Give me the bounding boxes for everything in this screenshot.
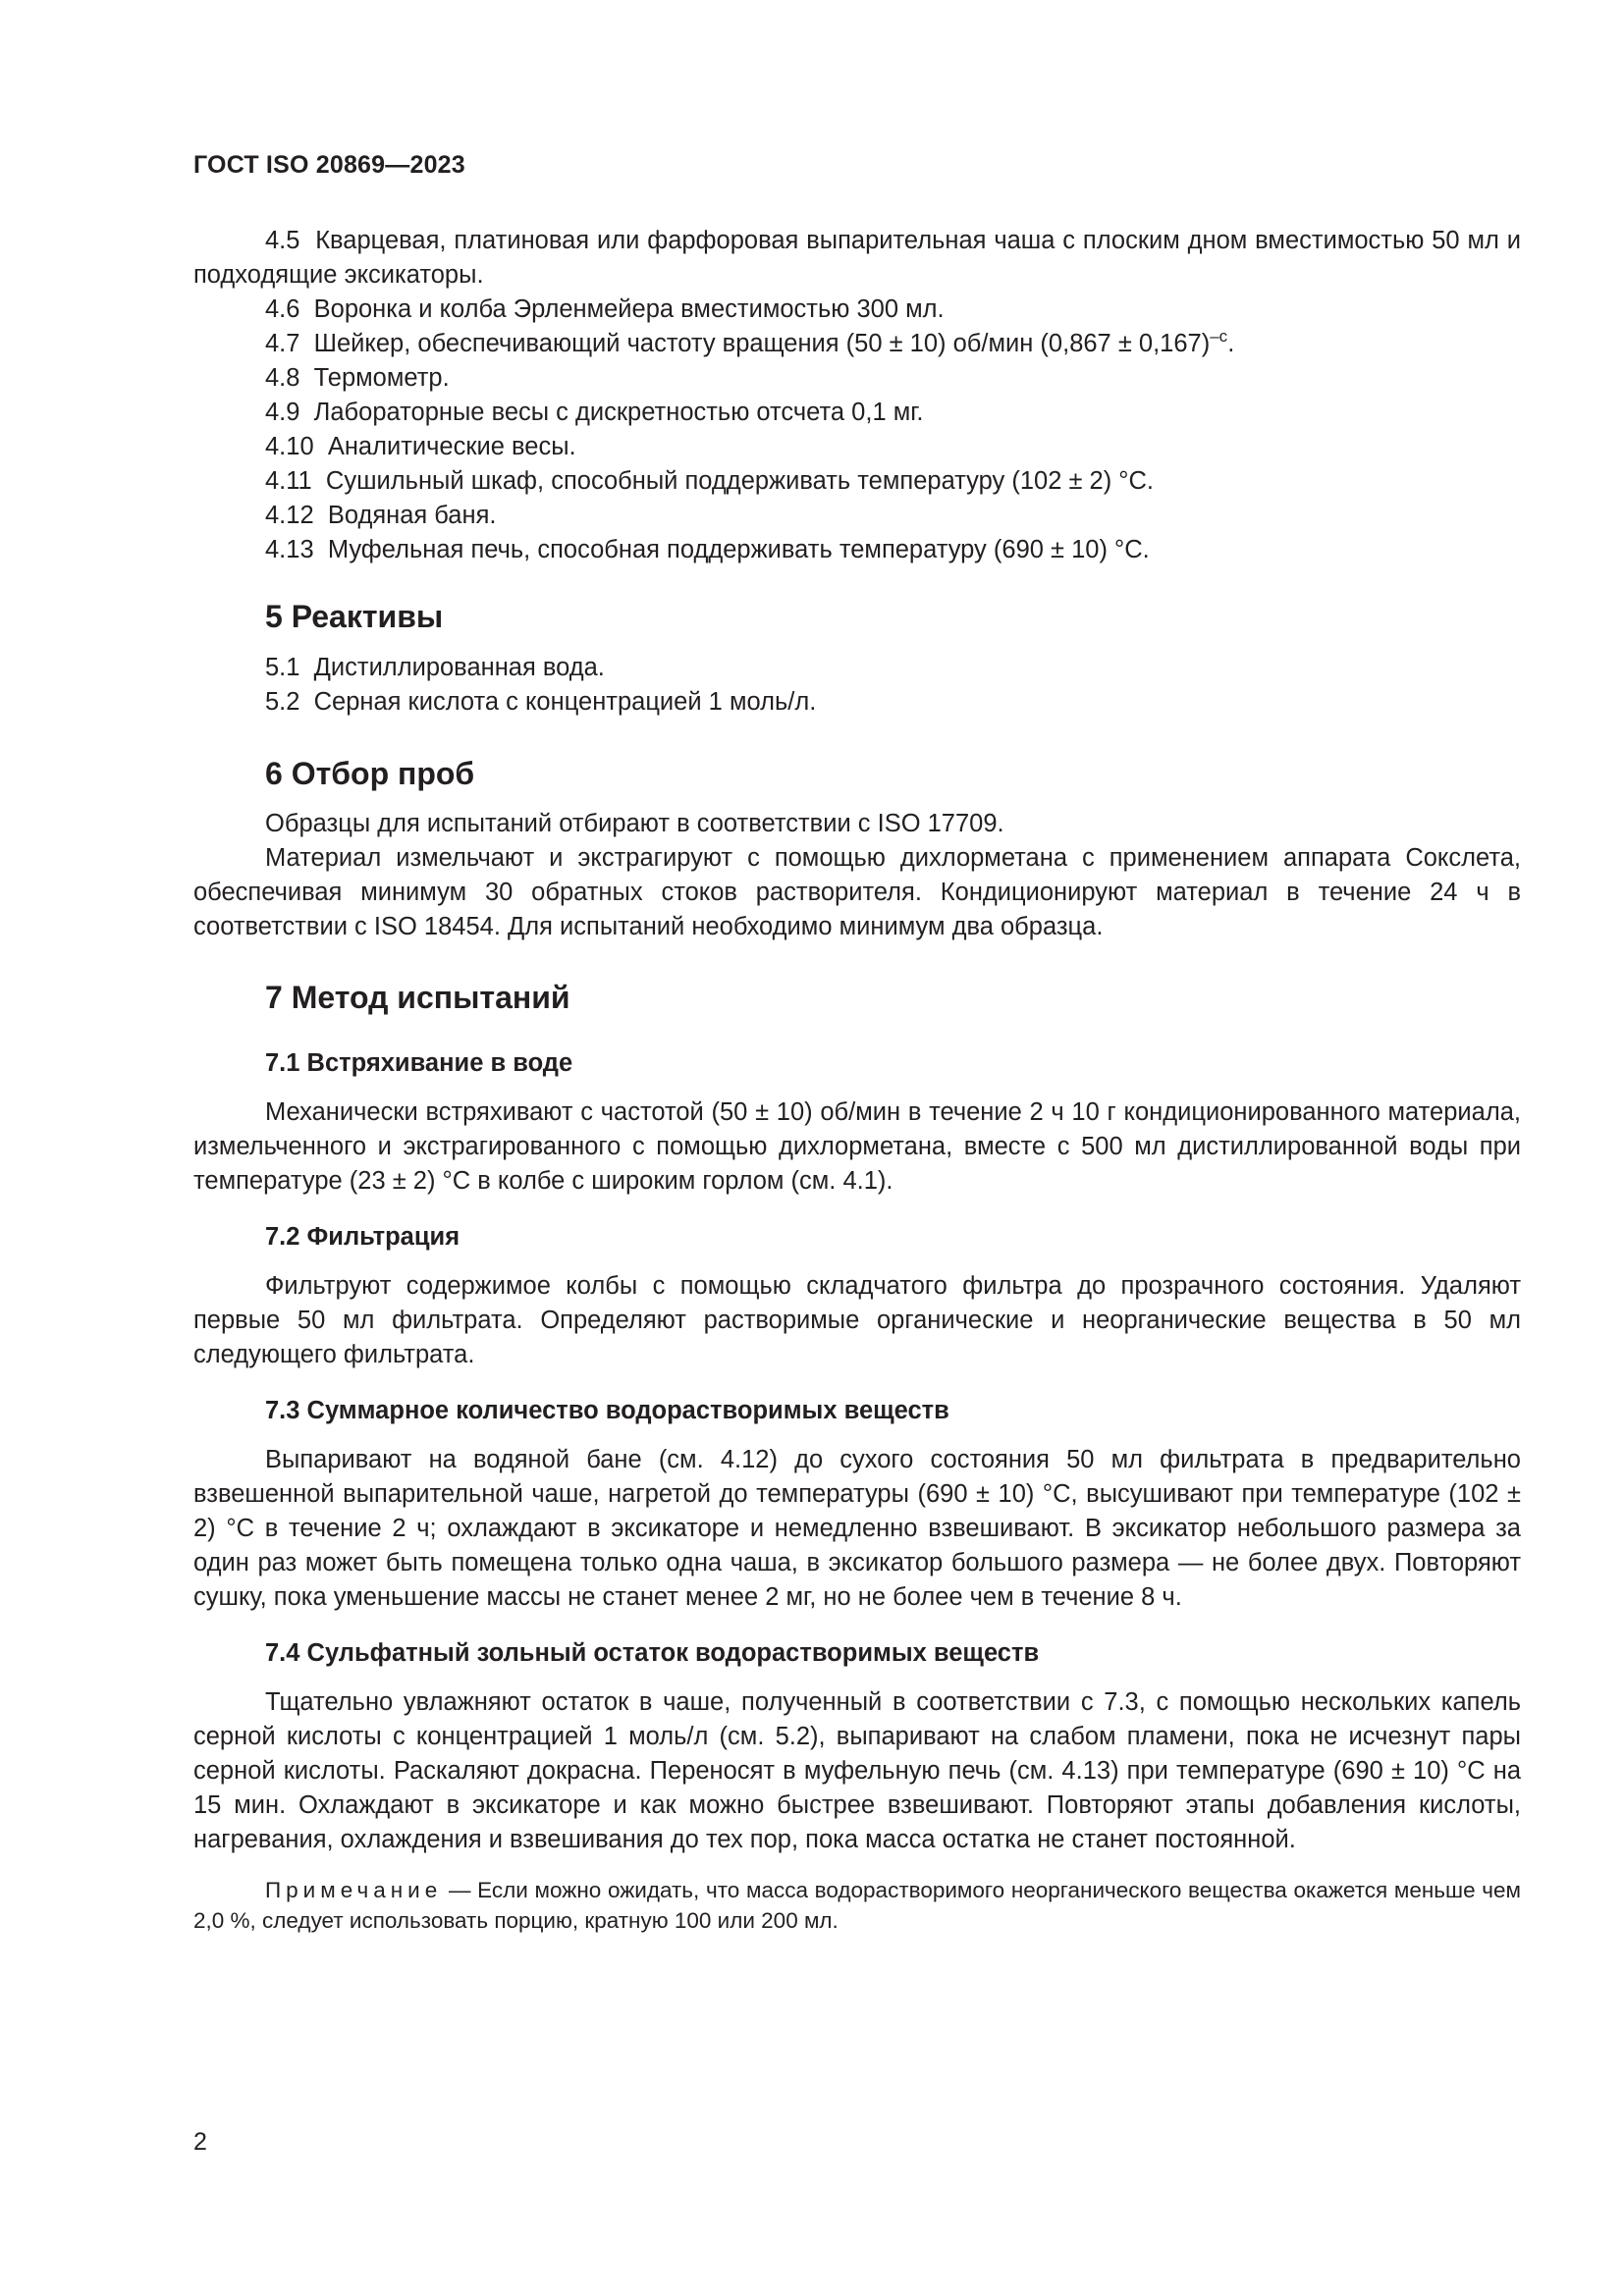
- list-item: 4.11 Сушильный шкаф, способный поддерживать температуру (102 ± 2) °С.: [265, 467, 1155, 495]
- section-heading-reagents: 5 Реактивы: [265, 599, 444, 634]
- equipment-list: [193, 224, 1521, 567]
- subsection-heading-7-2: 7.2 Фильтрация: [265, 1223, 460, 1251]
- paragraph: Механически встряхивают с частотой (50 ± 10) об/мин в течение 2 ч 10 г кондиционированного материала, измельченного и экстрагированного с помощью дихлорметана, вместе с 500 мл дистиллированной воды при температуре (23 ± 2) °С в колбе с широким горлом (см. 4.1).: [193, 1098, 1521, 1195]
- note: [193, 1875, 1521, 1936]
- superscript: –с: [1210, 327, 1228, 346]
- paragraph: Выпаривают на водяной бане (см. 4.12) до сухого состояния 50 мл фильтрата в предварительно взвешенной выпарительной чаше, нагретой до температуры (690 ± 10) °С, высушивают при температуре (102 ± 2) °С в течение 2 ч; охлаждают в эксикаторе и немедленно взвешивают. В эксикатор небольшого размера за один раз может быть помещена только одна чаша, в эксикатор большого размера — не более двух. Повторяют сушку, пока уменьшение массы не станет менее 2 мг, но не более чем в течение 8 ч.: [193, 1446, 1521, 1611]
- list-item: 4.13 Муфельная печь, способная поддерживать температуру (690 ± 10) °С.: [265, 536, 1150, 563]
- list-item: 4.8 Термометр.: [265, 364, 450, 392]
- list-item: 4.12 Водяная баня.: [265, 502, 497, 529]
- section-heading-sampling: 6 Отбор проб: [265, 756, 475, 791]
- page-content: [193, 224, 1521, 1936]
- page-number: 2: [193, 2128, 207, 2156]
- list-item: 5.2 Серная кислота с концентрацией 1 моль/л.: [265, 688, 817, 716]
- section-heading-test-method: 7 Метод испытаний: [265, 980, 570, 1015]
- paragraph: Образцы для испытаний отбирают в соответствии с ISO 17709.: [265, 810, 1004, 837]
- paragraph: Тщательно увлажняют остаток в чаше, полученный в соответствии с 7.3, с помощью нескольких капель серной кислоты с концентрацией 1 моль/л (см. 5.2), выпаривают на слабом пламени, пока не исчезнут пары серной кислоты. Раскаляют докрасна. Переносят в муфельную печь (см. 4.13) при температуре (690 ± 10) °С на 15 мин. Охлаждают в эксикаторе и как можно быстрее взвешивают. Повторяют этапы добавления кислоты, нагревания, охлаждения и взвешивания до тех пор, пока масса остатка не станет постоянной.: [193, 1688, 1521, 1853]
- list-item: 4.6 Воронка и колба Эрленмейера вместимостью 300 мл.: [265, 295, 945, 323]
- subsection-heading-7-1: 7.1 Встряхивание в воде: [265, 1049, 573, 1077]
- note-label: Примечание: [265, 1878, 443, 1902]
- list-item: 4.10 Аналитические весы.: [265, 433, 576, 460]
- list-item: 4.5 Кварцевая, платиновая или фарфоровая выпарительная чаша с плоским дном вместимостью 50 мл и подходящие эксикаторы.: [193, 227, 1521, 289]
- list-item: 5.1 Дистиллированная вода.: [265, 654, 605, 681]
- sampling-section: [193, 807, 1521, 944]
- reagents-list: [193, 651, 1521, 720]
- list-item: 4.7 Шейкер, обеспечивающий частоту вращения (50 ± 10) об/мин $(0,867 \pm 0,167)^{-с}$.: [265, 327, 1235, 357]
- note-text: — Если можно ожидать, что масса водорастворимого неорганического вещества окажется меньше чем 2,0 %, следует использовать порцию, кратную 100 или 200 мл.: [193, 1878, 1521, 1933]
- paragraph: Фильтруют содержимое колбы с помощью складчатого фильтра до прозрачного состояния. Удаляют первые 50 мл фильтрата. Определяют растворимые органические и неорганические вещества в 50 мл следующего фильтрата.: [193, 1272, 1521, 1368]
- subsection-heading-7-3: 7.3 Суммарное количество водорастворимых веществ: [265, 1397, 949, 1424]
- paragraph: Материал измельчают и экстрагируют с помощью дихлорметана с применением аппарата Сокслета, обеспечивая минимум 30 обратных стоков растворителя. Кондиционируют материал в течение 24 ч в соответствии с ISO 18454. Для испытаний необходимо минимум два образца.: [193, 844, 1521, 940]
- subsection-heading-7-4: 7.4 Сульфатный зольный остаток водорастворимых веществ: [265, 1639, 1040, 1667]
- list-item: 4.9 Лабораторные весы с дискретностью отсчета 0,1 мг.: [265, 399, 924, 426]
- document-header: ГОСТ ISO 20869—2023: [193, 151, 465, 179]
